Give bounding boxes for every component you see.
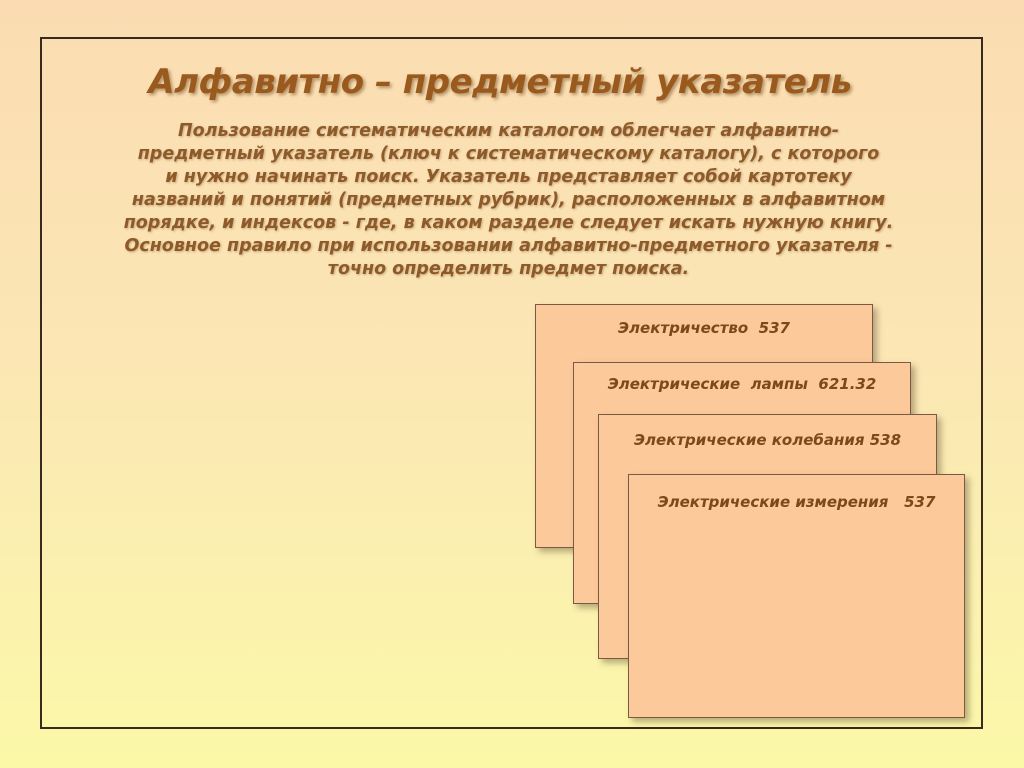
index-card-label: Электрические лампы 621.32 xyxy=(607,375,877,393)
body-line: и нужно начинать поиск. Указатель представляет собой картотеку xyxy=(165,167,852,187)
body-line: Основное правило при использовании алфавитно-предметного указателя - xyxy=(124,236,893,256)
index-card-electric-measurements xyxy=(628,474,965,718)
body-line: точно определить предмет поиска. xyxy=(327,259,690,279)
body-line: предметный указатель (ключ к систематическому каталогу), с которого xyxy=(137,144,880,164)
index-card-label: Электрические колебания 538 xyxy=(633,431,902,449)
index-card-label: Электричество 537 xyxy=(618,319,790,337)
body-line: Пользование систематическим каталогом облегчает алфавитно- xyxy=(178,121,839,141)
index-card-label: Электрические измерения 537 xyxy=(657,493,936,511)
slide-title: Алфавитно – предметный указатель xyxy=(148,62,852,102)
body-line: порядке, и индексов - где, в каком разделе следует искать нужную книгу. xyxy=(123,213,894,233)
body-line: названий и понятий (предметных рубрик), расположенных в алфавитном xyxy=(131,190,886,210)
slide-body-text xyxy=(62,120,955,281)
